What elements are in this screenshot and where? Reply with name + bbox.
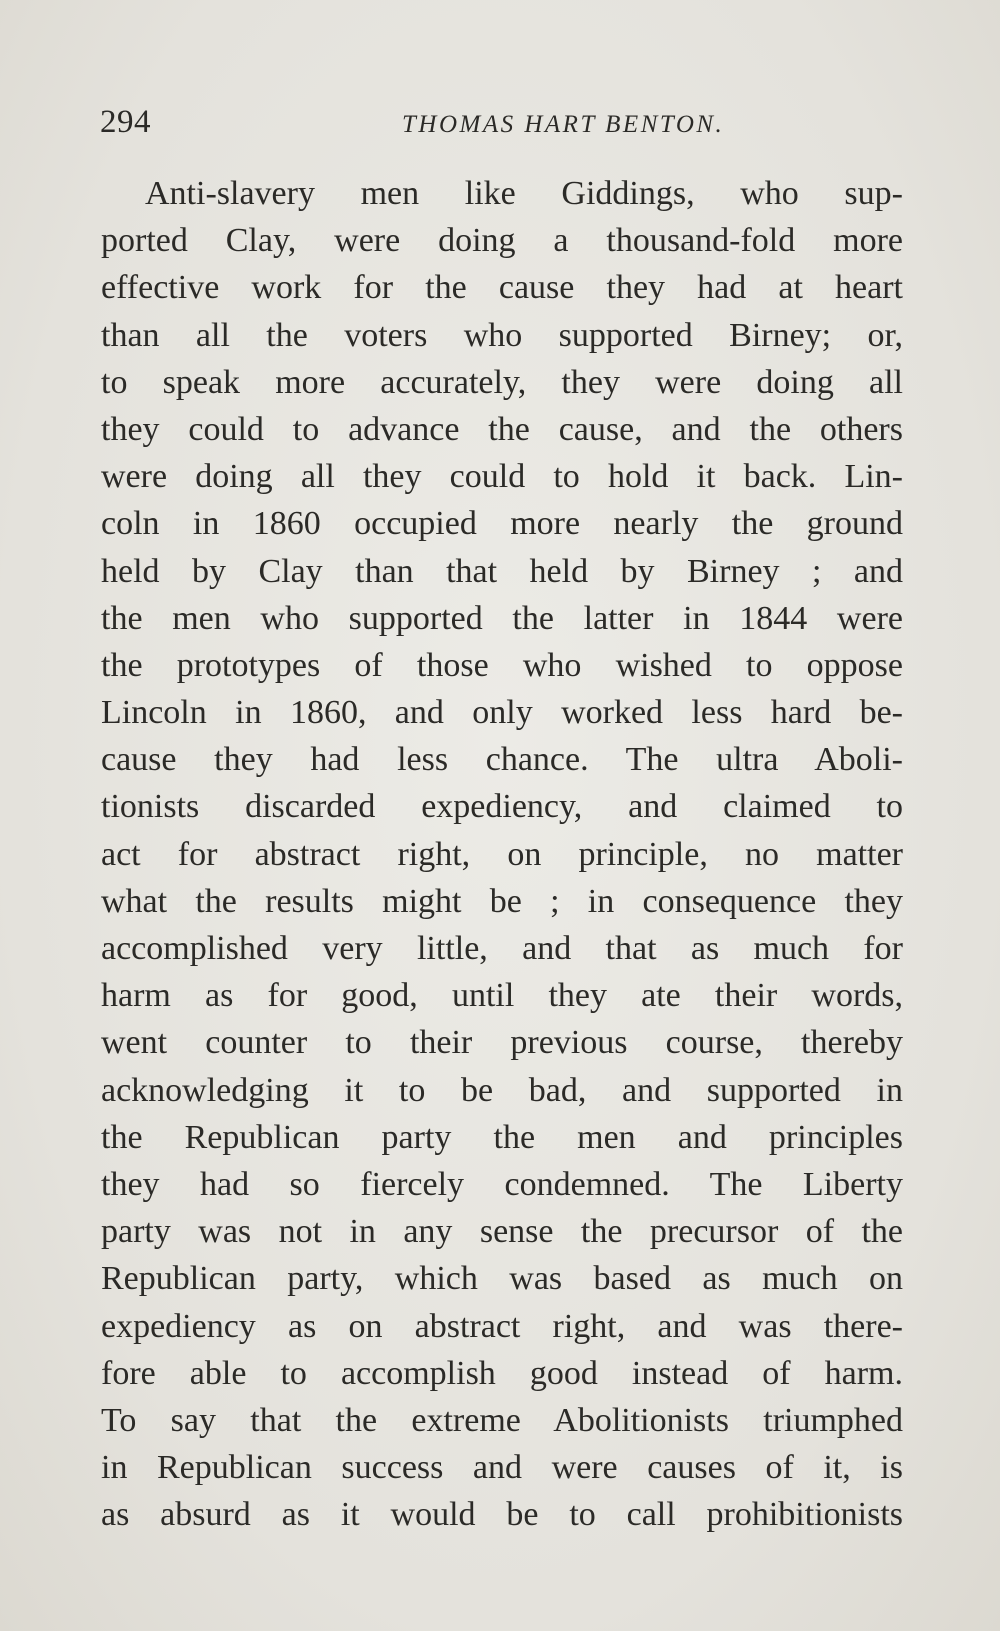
text-line: were doing all they could to hold it back. Lin- [101,458,903,496]
page-number: 294 [100,104,151,140]
text-line: act for abstract right, on principle, no matter [101,835,903,873]
text-line: Anti-slavery men like Giddings, who sup- [145,175,903,212]
text-line: they had so fiercely condemned. The Liberty [101,1165,903,1203]
text-line: Republican party, which was based as much on [101,1260,903,1298]
text-line: to speak more accurately, they were doing all [101,363,903,401]
text-line: To say that the extreme Abolitionists triumphed [101,1401,903,1439]
text-line: held by Clay than that held by Birney ; and [101,552,903,590]
text-line: party was not in any sense the precursor of the [101,1213,903,1251]
running-head [100,104,900,148]
text-line: coln in 1860 occupied more nearly the ground [101,505,903,543]
text-line: they could to advance the cause, and the others [101,410,903,448]
text-line: harm as for good, until they ate their words, [101,977,903,1015]
text-line: cause they had less chance. The ultra Aboli- [101,741,903,779]
text-line: the prototypes of those who wished to oppose [101,646,903,684]
text-line: Lincoln in 1860, and only worked less hard be- [101,694,903,732]
text-line: ported Clay, were doing a thousand-fold more [101,222,903,260]
text-line: than all the voters who supported Birney; or, [101,316,903,354]
running-title: THOMAS HART BENTON. [402,111,725,138]
text-line: went counter to their previous course, thereby [101,1024,903,1062]
text-line: the men who supported the latter in 1844 were [101,599,903,637]
text-line: acknowledging it to be bad, and supported in [101,1071,903,1109]
text-line: tionists discarded expediency, and claimed to [101,788,903,826]
text-line: the Republican party the men and principles [101,1118,903,1156]
text-line: as absurd as it would be to call prohibitionists [101,1496,903,1534]
text-line: in Republican success and were causes of it, is [101,1449,903,1487]
body-text [101,170,903,1538]
text-line: what the results might be ; in consequence they [101,882,903,920]
text-line: accomplished very little, and that as much for [101,930,903,967]
text-line: effective work for the cause they had at heart [101,269,903,307]
text-line: fore able to accomplish good instead of harm. [101,1354,903,1392]
text-line: expediency as on abstract right, and was there- [101,1307,903,1345]
